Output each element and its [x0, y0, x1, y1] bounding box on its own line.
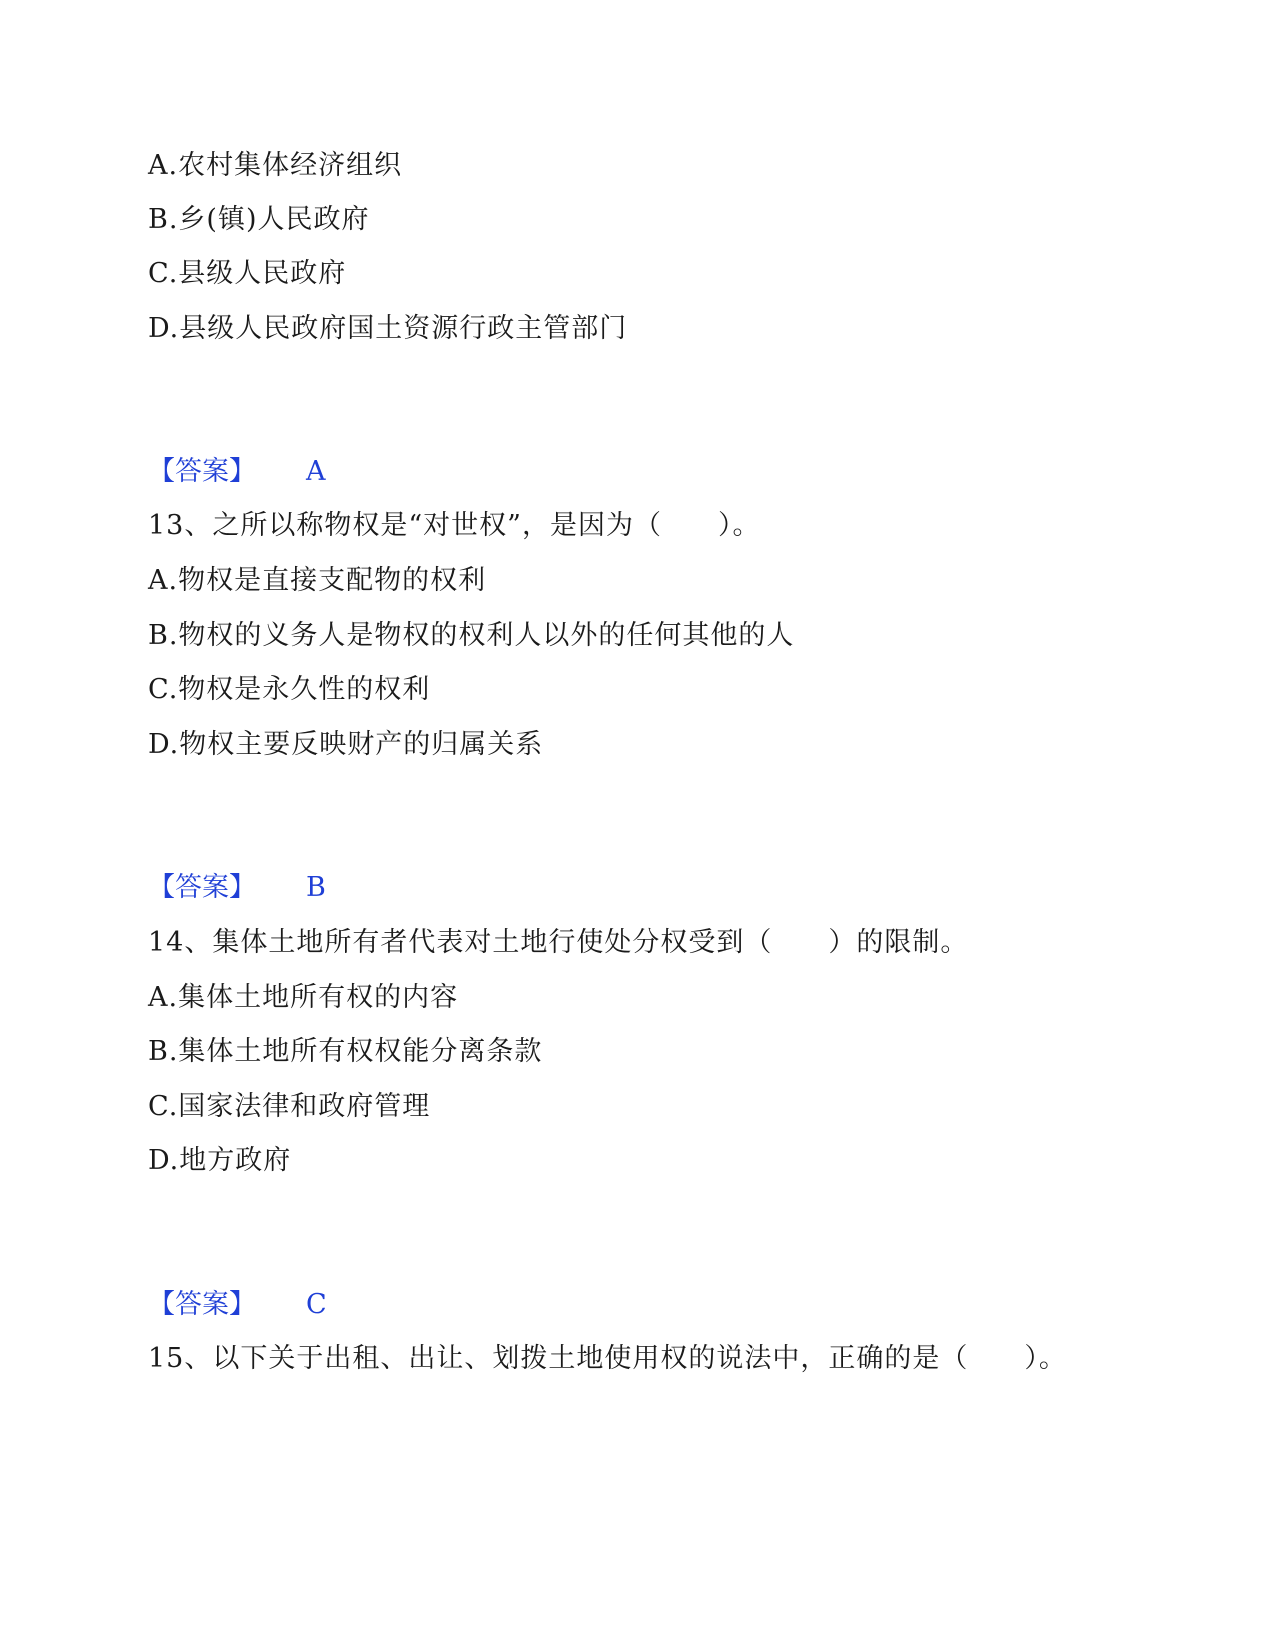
- q13-option-b: B.物权的义务人是物权的权利人以外的任何其他的人: [148, 620, 795, 651]
- q14-question: 14、集体土地所有者代表对土地行使处分权受到（ ）的限制。: [148, 927, 969, 958]
- q13-answer: [148, 870, 326, 906]
- q14-answer: [148, 1287, 327, 1323]
- answer-value: C: [306, 1289, 327, 1320]
- q14-option-b: B.集体土地所有权权能分离条款: [148, 1036, 543, 1067]
- q12-option-b: B.乡(镇)人民政府: [148, 204, 370, 235]
- q14-option-a: A.集体土地所有权的内容: [148, 982, 459, 1013]
- answer-label: 【答案】: [148, 872, 256, 903]
- q12-answer: [148, 454, 326, 490]
- answer-label: 【答案】: [148, 1289, 256, 1320]
- q13-option-a: A.物权是直接支配物的权利: [148, 565, 487, 596]
- q15-question: 15、以下关于出租、出让、划拨土地使用权的说法中，正确的是（ ）。: [148, 1343, 1067, 1374]
- answer-label: 【答案】: [148, 456, 256, 487]
- q13-option-d: D.物权主要反映财产的归属关系: [148, 729, 544, 760]
- q12-option-d: D.县级人民政府国土资源行政主管部门: [148, 313, 628, 344]
- q12-option-c: C.县级人民政府: [148, 258, 347, 289]
- answer-value: A: [306, 456, 326, 487]
- q14-option-d: D.地方政府: [148, 1145, 292, 1176]
- q14-option-c: C.国家法律和政府管理: [148, 1091, 431, 1122]
- q13-question: 13、之所以称物权是“对世权”，是因为（ ）。: [148, 510, 761, 541]
- answer-value: B: [306, 872, 326, 903]
- q13-option-c: C.物权是永久性的权利: [148, 674, 431, 705]
- q12-option-a: A.农村集体经济组织: [148, 150, 403, 181]
